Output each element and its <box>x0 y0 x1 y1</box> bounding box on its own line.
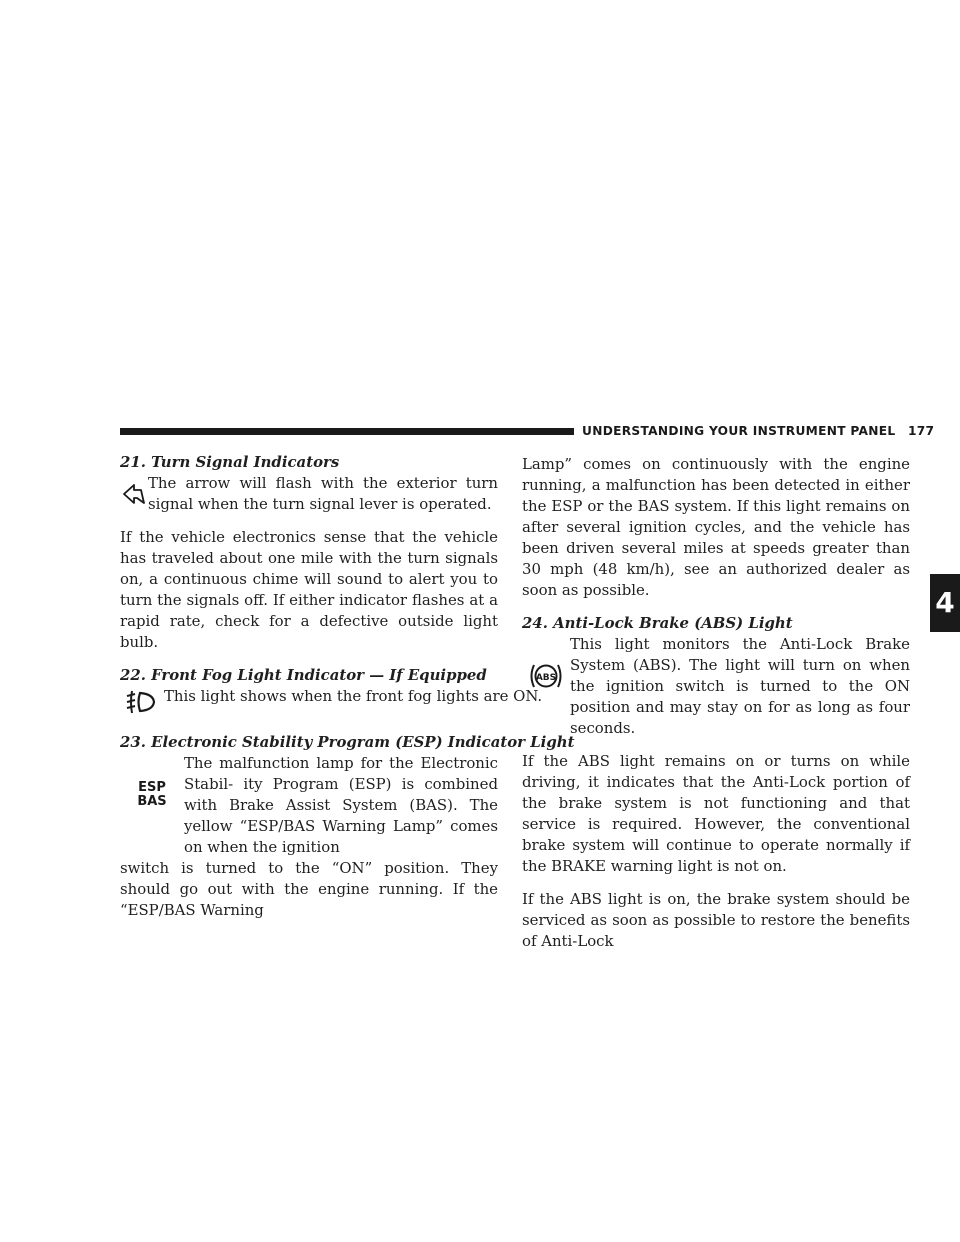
section-24-body <box>522 634 910 739</box>
abs-icon-label: ABS <box>535 673 557 683</box>
esp-icon-line1: ESP <box>138 780 166 795</box>
section-22-body <box>120 686 543 718</box>
chapter-tab: 4 <box>930 574 960 632</box>
section-21-text: The arrow will flash with the exterior turn signal when the turn signal lever is operated. <box>148 474 498 513</box>
esp-icon-line2: BAS <box>137 794 167 809</box>
section-24-paragraph-2: If the ABS light is on, the brake system should be serviced as soon as possible to restore the benefits of Anti-Lock <box>522 890 910 950</box>
section-23-heading: 23. Electronic Stability Program (ESP) Indicator Light <box>120 733 575 751</box>
section-23-body <box>120 753 498 858</box>
section-23-text: The malfunction lamp for the Electronic Stabil- ity Program (ESP) is combined with Brake Assist System (BAS). The yellow “ESP/BAS Warning Lamp” comes on when the ignition <box>184 754 498 856</box>
front-fog-light-icon <box>120 686 164 718</box>
section-23-continuation: Lamp” comes on continuously with the engine running, a malfunction has been detected in either the ESP or the BAS system. If this light remains on after several ignition cycles, and the vehicle has been driven several miles at speeds greater than 30 mph (48 km/h), see an authorized dealer as soon as possible. <box>522 455 910 599</box>
section-22-text: This light shows when the front fog lights are ON. <box>164 687 543 705</box>
section-24-text: This light monitors the Anti-Lock Brake System (ABS). The light will turn on when the ignition switch is turned to the ON position and may stay on for as long as four seconds. <box>570 635 910 737</box>
abs-warning-icon <box>522 634 570 718</box>
section-21-body <box>120 473 498 515</box>
section-21-paragraph: If the vehicle electronics sense that the vehicle has traveled about one mile with the turn signals on, a continuous chime will sound to alert you to turn the signals off. If either indicator flashes at a rapid rate, check for a defective outside light bulb. <box>120 528 498 651</box>
section-22-heading: 22. Front Fog Light Indicator — If Equipped <box>120 666 487 684</box>
page-number: 177 <box>907 424 935 438</box>
header-title: UNDERSTANDING YOUR INSTRUMENT PANEL <box>582 424 896 438</box>
running-header <box>582 423 935 439</box>
turn-signal-arrow-icon <box>120 473 148 515</box>
section-24-paragraph-1: If the ABS light remains on or turns on while driving, it indicates that the Anti-Lock portion of the brake system is not functioning and that service is required. However, the conventional brake system will continue to operate normally if the BRAKE warning light is not on. <box>522 752 910 875</box>
header-rule <box>120 428 574 435</box>
section-24-heading: 24. Anti-Lock Brake (ABS) Light <box>522 614 793 632</box>
section-23-text-continued: switch is turned to the “ON” position. They should go out with the engine running. If the “ESP/BAS Warning <box>120 859 498 919</box>
section-21-heading: 21. Turn Signal Indicators <box>120 453 340 471</box>
right-column <box>522 454 910 952</box>
esp-bas-icon <box>120 753 184 837</box>
